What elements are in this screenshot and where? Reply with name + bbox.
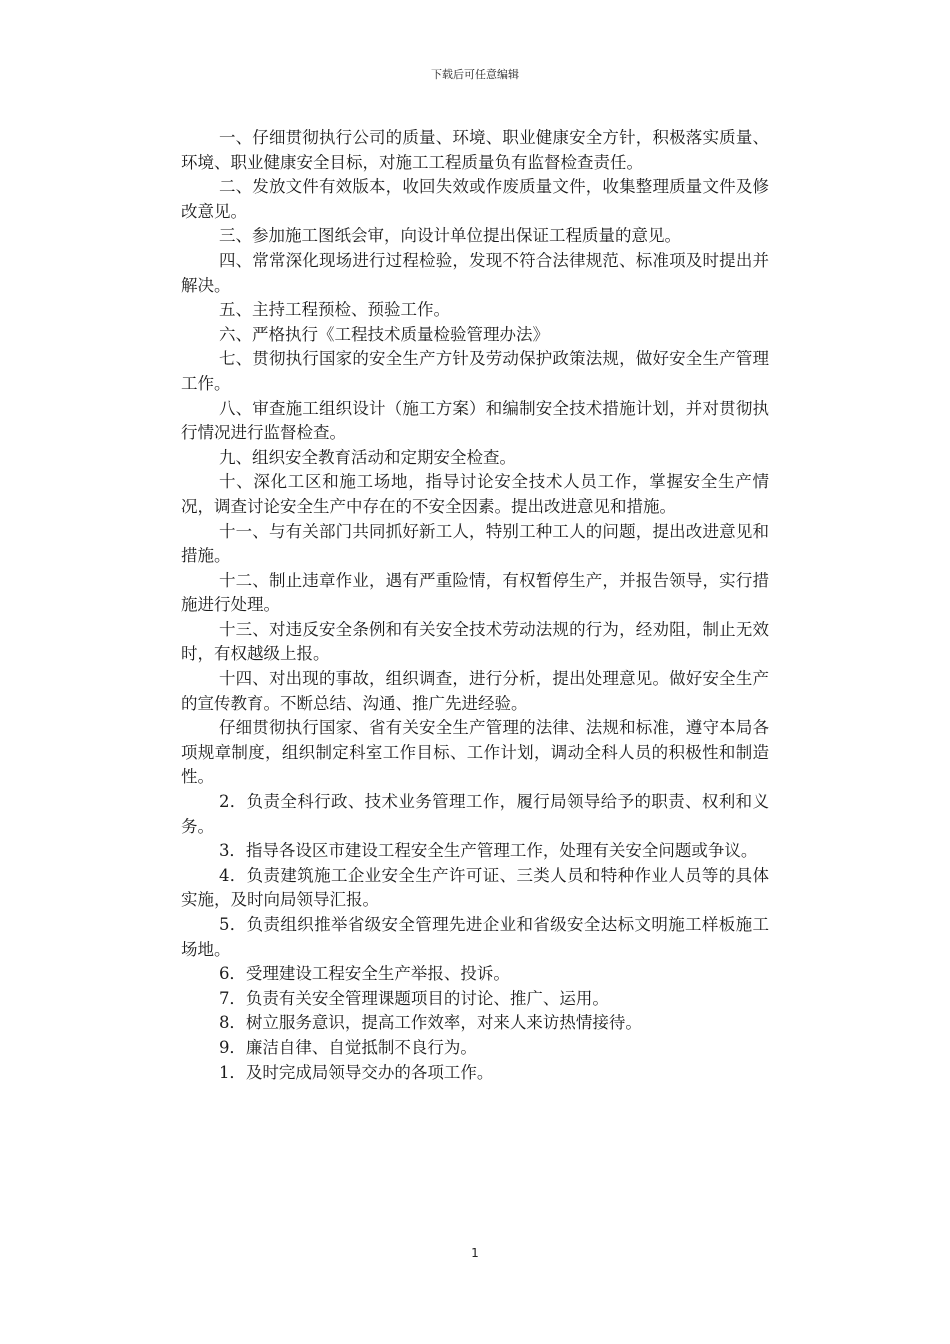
paragraph: 四、常常深化现场进行过程检验，发现不符合法律规范、标准项及时提出并解决。 bbox=[181, 250, 769, 295]
paragraph: 一、仔细贯彻执行公司的质量、环境、职业健康安全方针，积极落实质量、环境、职业健康安全目标，对施工工程质量负有监督检查责任。 bbox=[181, 128, 769, 172]
paragraph: 仔细贯彻执行国家、省有关安全生产管理的法律、法规和标准，遵守本局各项规章制度，组织制定科室工作目标、工作计划，调动全科人员的积极性和制造性。 bbox=[181, 718, 769, 787]
paragraph: 8．树立服务意识，提高工作效率，对来人来访热情接待。 bbox=[218, 1013, 642, 1033]
page-header: 下载后可任意编辑 bbox=[431, 68, 519, 81]
paragraph: 十二、制止违章作业，遇有严重险情，有权暂停生产，并报告领导，实行措施进行处理。 bbox=[181, 570, 769, 615]
page-number: 1 bbox=[471, 1246, 479, 1260]
paragraph: 1．及时完成局领导交办的各项工作。 bbox=[218, 1062, 494, 1082]
paragraph: 二、发放文件有效版本，收回失效或作废质量文件，收集整理质量文件及修改意见。 bbox=[181, 177, 769, 221]
paragraph: 3．指导各设区市建设工程安全生产管理工作，处理有关安全问题或争议。 bbox=[218, 841, 758, 861]
paragraph: 五、主持工程预检、预验工作。 bbox=[218, 300, 450, 320]
paragraph: 7．负责有关安全管理课题项目的讨论、推广、运用。 bbox=[218, 988, 609, 1008]
paragraph: 八、审查施工组织设计（施工方案）和编制安全技术措施计划，并对贯彻执行情况进行监督检查。 bbox=[181, 398, 769, 443]
paragraph: 6．受理建设工程安全生产举报、投诉。 bbox=[218, 964, 510, 984]
paragraph: 六、严格执行《工程技术质量检验管理办法》 bbox=[218, 324, 549, 344]
paragraph: 七、贯彻执行国家的安全生产方针及劳动保护政策法规，做好安全生产管理工作。 bbox=[181, 349, 769, 393]
paragraph: 十一、与有关部门共同抓好新工人，特别工种工人的问题，提出改进意见和措施。 bbox=[181, 521, 769, 566]
paragraph: 十三、对违反安全条例和有关安全技术劳动法规的行为，经劝阻，制止无效时，有权越级上报。 bbox=[181, 619, 769, 664]
paragraph: 三、参加施工图纸会审，向设计单位提出保证工程质量的意见。 bbox=[218, 226, 681, 246]
paragraph: 4．负责建筑施工企业安全生产许可证、三类人员和特种作业人员等的具体实施，及时向局领导汇报。 bbox=[181, 865, 769, 910]
paragraph: 十、深化工区和施工场地，指导讨论安全技术人员工作，掌握安全生产情况，调查讨论安全生产中存在的不安全因素。提出改进意见和措施。 bbox=[181, 472, 769, 516]
document-body bbox=[181, 126, 769, 1085]
paragraph: 九、组织安全教育活动和定期安全检查。 bbox=[218, 447, 516, 467]
paragraph: 2．负责全科行政、技术业务管理工作，履行局领导给予的职责、权利和义务。 bbox=[181, 792, 769, 836]
paragraph: 9．廉洁自律、自觉抵制不良行为。 bbox=[218, 1037, 477, 1057]
paragraph: 十四、对出现的事故，组织调查，进行分析，提出处理意见。做好安全生产的宣传教育。不断总结、沟通、推广先进经验。 bbox=[181, 669, 769, 713]
paragraph: 5．负责组织推举省级安全管理先进企业和省级安全达标文明施工样板施工场地。 bbox=[181, 915, 769, 959]
